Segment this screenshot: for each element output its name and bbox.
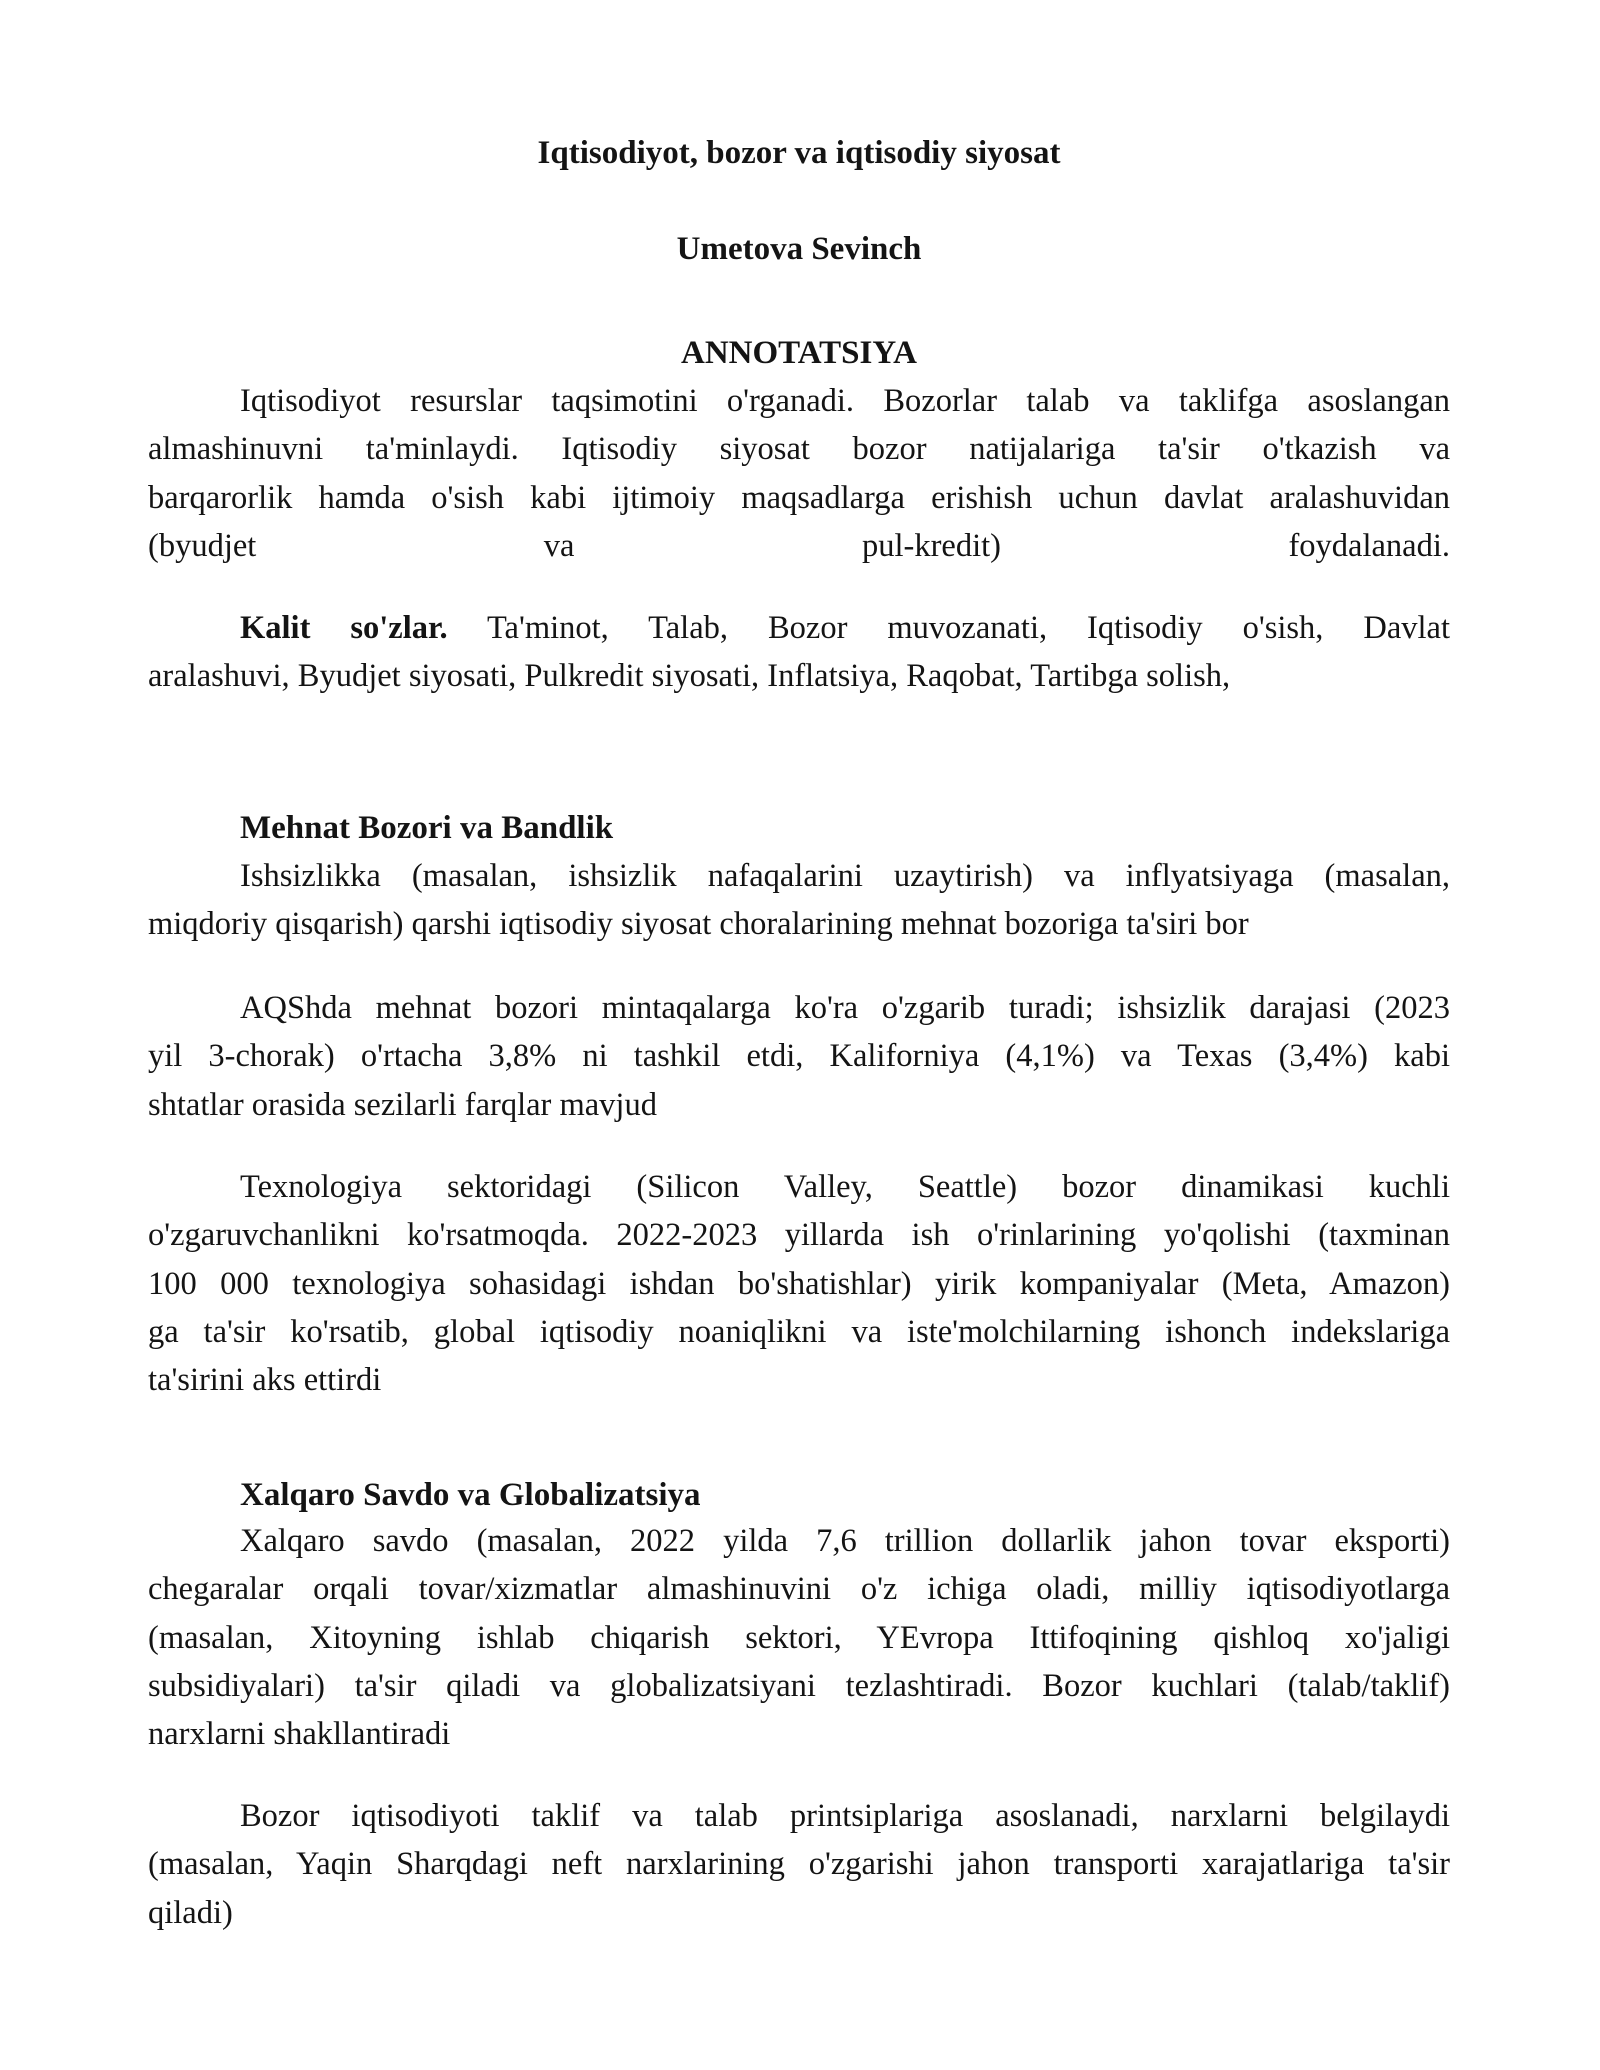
text-line: chegaralar orqali tovar/xizmatlar almashinuvini o'z ichiga oladi, milliy iqtisodiyotlarga	[148, 1571, 1450, 1608]
labour-paragraph-2	[148, 984, 1450, 1129]
keywords-text: Ta'minot, Talab, Bozor muvozanati, Iqtisodiy o'sish, Davlat	[486, 610, 1450, 646]
text-line: ta'sirini aks ettirdi	[148, 1362, 382, 1399]
annotation-paragraph	[148, 377, 1450, 570]
keywords-paragraph	[148, 604, 1450, 701]
section-heading-trade: Xalqaro Savdo va Globalizatsiya	[240, 1477, 701, 1513]
labour-paragraph-1	[148, 852, 1450, 949]
text-line: Iqtisodiyot resurslar taqsimotini o'rganadi. Bozorlar talab va taklifga asoslangan	[240, 383, 1450, 419]
document-title: Iqtisodiyot, bozor va iqtisodiy siyosat	[537, 135, 1061, 171]
labour-paragraph-3	[148, 1163, 1450, 1404]
text-line: o'zgaruvchanlikni ko'rsatmoqda. 2022-2023 yillarda ish o'rinlarining yo'qolishi (taxminan	[148, 1217, 1450, 1254]
author-name: Umetova Sevinch	[676, 231, 922, 267]
text-line: shtatlar orasida sezilarli farqlar mavjud	[148, 1086, 657, 1123]
text-line: yil 3-chorak) o'rtacha 3,8% ni tashkil etdi, Kaliforniya (4,1%) va Texas (3,4%) kabi	[148, 1038, 1450, 1075]
text-line: miqdoriy qisqarish) qarshi iqtisodiy siyosat choralarining mehnat bozoriga ta'siri bor	[148, 906, 1249, 943]
text-line: Ishsizlikka (masalan, ishsizlik nafaqalarini uzaytirish) va inflyatsiyaga (masalan,	[240, 858, 1450, 894]
keywords-label: Kalit so'zlar.	[240, 610, 448, 646]
text-line: 100 000 texnologiya sohasidagi ishdan bo'shatishlar) yirik kompaniyalar (Meta, Amazon)	[148, 1265, 1450, 1302]
section-heading-labour-market: Mehnat Bozori va Bandlik	[240, 810, 614, 846]
text-line: subsidiyalari) ta'sir qiladi va globalizatsiyani tezlashtiradi. Bozor kuchlari (talab/taklif)	[148, 1667, 1450, 1704]
text-line: aralashuvi, Byudjet siyosati, Pulkredit siyosati, Inflatsiya, Raqobat, Tartibga solish,	[148, 658, 1231, 695]
text-line: Texnologiya sektoridagi (Silicon Valley, Seattle) bozor dinamikasi kuchli	[240, 1169, 1450, 1205]
text-line: narxlarni shakllantiradi	[148, 1716, 451, 1753]
text-line: Xalqaro savdo (masalan, 2022 yilda 7,6 trillion dollarlik jahon tovar eksporti)	[240, 1523, 1450, 1559]
text-line: qiladi)	[148, 1894, 233, 1931]
text-line: (masalan, Xitoyning ishlab chiqarish sektori, YEvropa Ittifoqining qishloq xo'jaligi	[148, 1619, 1450, 1656]
text-line: almashinuvni ta'minlaydi. Iqtisodiy siyosat bozor natijalariga ta'sir o'tkazish va	[148, 431, 1450, 468]
text-line: (byudjet va pul-kredit) foydalanadi.	[148, 527, 1450, 564]
annotation-heading: ANNOTATSIYA	[681, 335, 917, 371]
trade-paragraph-2	[148, 1792, 1450, 1937]
text-line: (masalan, Yaqin Sharqdagi neft narxlarining o'zgarishi jahon transporti xarajatlariga ta'sir	[148, 1846, 1450, 1883]
text-line: Bozor iqtisodiyoti taklif va talab printsiplariga asoslanadi, narxlarni belgilaydi	[240, 1798, 1450, 1834]
text-line: ga ta'sir ko'rsatib, global iqtisodiy noaniqlikni va iste'molchilarning ishonch indekslariga	[148, 1313, 1450, 1350]
text-line: barqarorlik hamda o'sish kabi ijtimoiy maqsadlarga erishish uchun davlat aralashuvidan	[148, 479, 1450, 516]
text-line	[148, 604, 1450, 652]
text-line: AQShda mehnat bozori mintaqalarga ko'ra o'zgarib turadi; ishsizlik darajasi (2023	[240, 990, 1450, 1026]
trade-paragraph-1	[148, 1517, 1450, 1758]
